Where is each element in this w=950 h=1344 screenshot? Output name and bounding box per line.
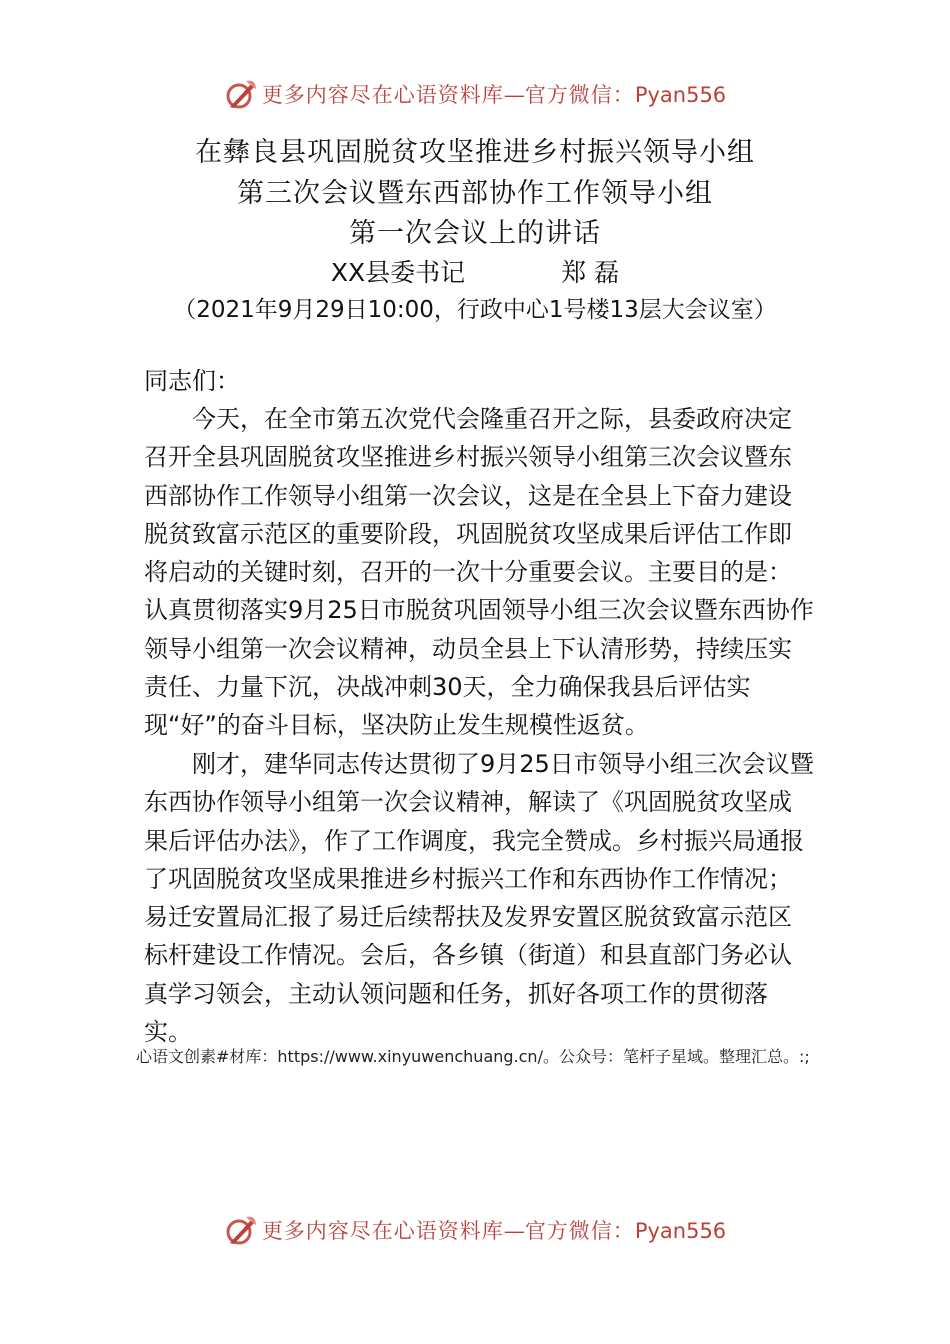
source-note: 心语文创素#材库：https://www.xinyuwenchuang.cn/。公众号：笔杆子星域。整理汇总。:; bbox=[136, 1047, 810, 1066]
banner-handle: Pyan556 bbox=[634, 83, 727, 107]
banner-contact-text: 官方微信： bbox=[524, 83, 635, 107]
quill-logo-icon bbox=[224, 1213, 258, 1247]
watermark-text bbox=[262, 79, 726, 109]
paragraph: 今天，在全市第五次党代会隆重召开之际，县委政府决定召开全县巩固脱贫攻坚推进乡村振兴领导小组第三次会议暨东西部协作工作领导小组第一次会议，这是在全县上下奋力建设脱贫致富示范区的重要阶段，巩固脱贫攻坚成果后评估工作即将启动的关键时刻，召开的一次十分重要会议。主要目的是：认真贯彻落实9月25日市脱贫巩固领导小组三次会议暨东西协作领导小组第一次会议精神，动员全县上下认清形势，持续压实责任、力量下沉，决战冲刺30天，全力确保我县后评估实现“好”的奋斗目标，坚决防止发生规模性返贫。 bbox=[144, 405, 814, 740]
banner-handle: Pyan556 bbox=[634, 1219, 727, 1243]
watermark-banner-bottom bbox=[0, 1208, 950, 1252]
greeting: 同志们： bbox=[144, 367, 240, 395]
banner-separator: — bbox=[503, 83, 525, 107]
banner-main-text: 更多内容尽在心语资料库 bbox=[261, 83, 504, 107]
author-position: XX县委书记 bbox=[330, 258, 466, 287]
watermark-banner-top bbox=[0, 72, 950, 116]
meeting-info: （2021年9月29日10:00，行政中心1号楼13层大会议室） bbox=[173, 297, 777, 323]
quill-logo-icon bbox=[224, 77, 258, 111]
banner-separator: — bbox=[503, 1219, 525, 1243]
banner-main-text: 更多内容尽在心语资料库 bbox=[261, 1219, 504, 1243]
paragraph: 刚才，建华同志传达贯彻了9月25日市领导小组三次会议暨东西协作领导小组第一次会议精神，解读了《巩固脱贫攻坚成果后评估办法》，作了工作调度，我完全赞成。乡村振兴局通报了巩固脱贫攻坚成果推进乡村振兴工作和东西协作工作情况；易迁安置局汇报了易迁后续帮扶及发界安置区脱贫致富示范区标杆建设工作情况。会后，各乡镇（街道）和县直部门务必认真学习领会，主动认领问题和任务，抓好各项工作的贯彻落实。 bbox=[144, 750, 814, 1047]
doc-title-line-3: 第一次会议上的讲话 bbox=[349, 218, 601, 249]
doc-title-line-1: 在彝良县巩固脱贫攻坚推进乡村振兴领导小组 bbox=[195, 137, 755, 168]
banner-contact-text: 官方微信： bbox=[524, 1219, 635, 1243]
doc-title-line-2: 第三次会议暨东西部协作工作领导小组 bbox=[237, 178, 713, 209]
watermark-text bbox=[262, 1215, 726, 1245]
author-line bbox=[0, 253, 950, 289]
author-name: 郑 磊 bbox=[561, 258, 620, 287]
